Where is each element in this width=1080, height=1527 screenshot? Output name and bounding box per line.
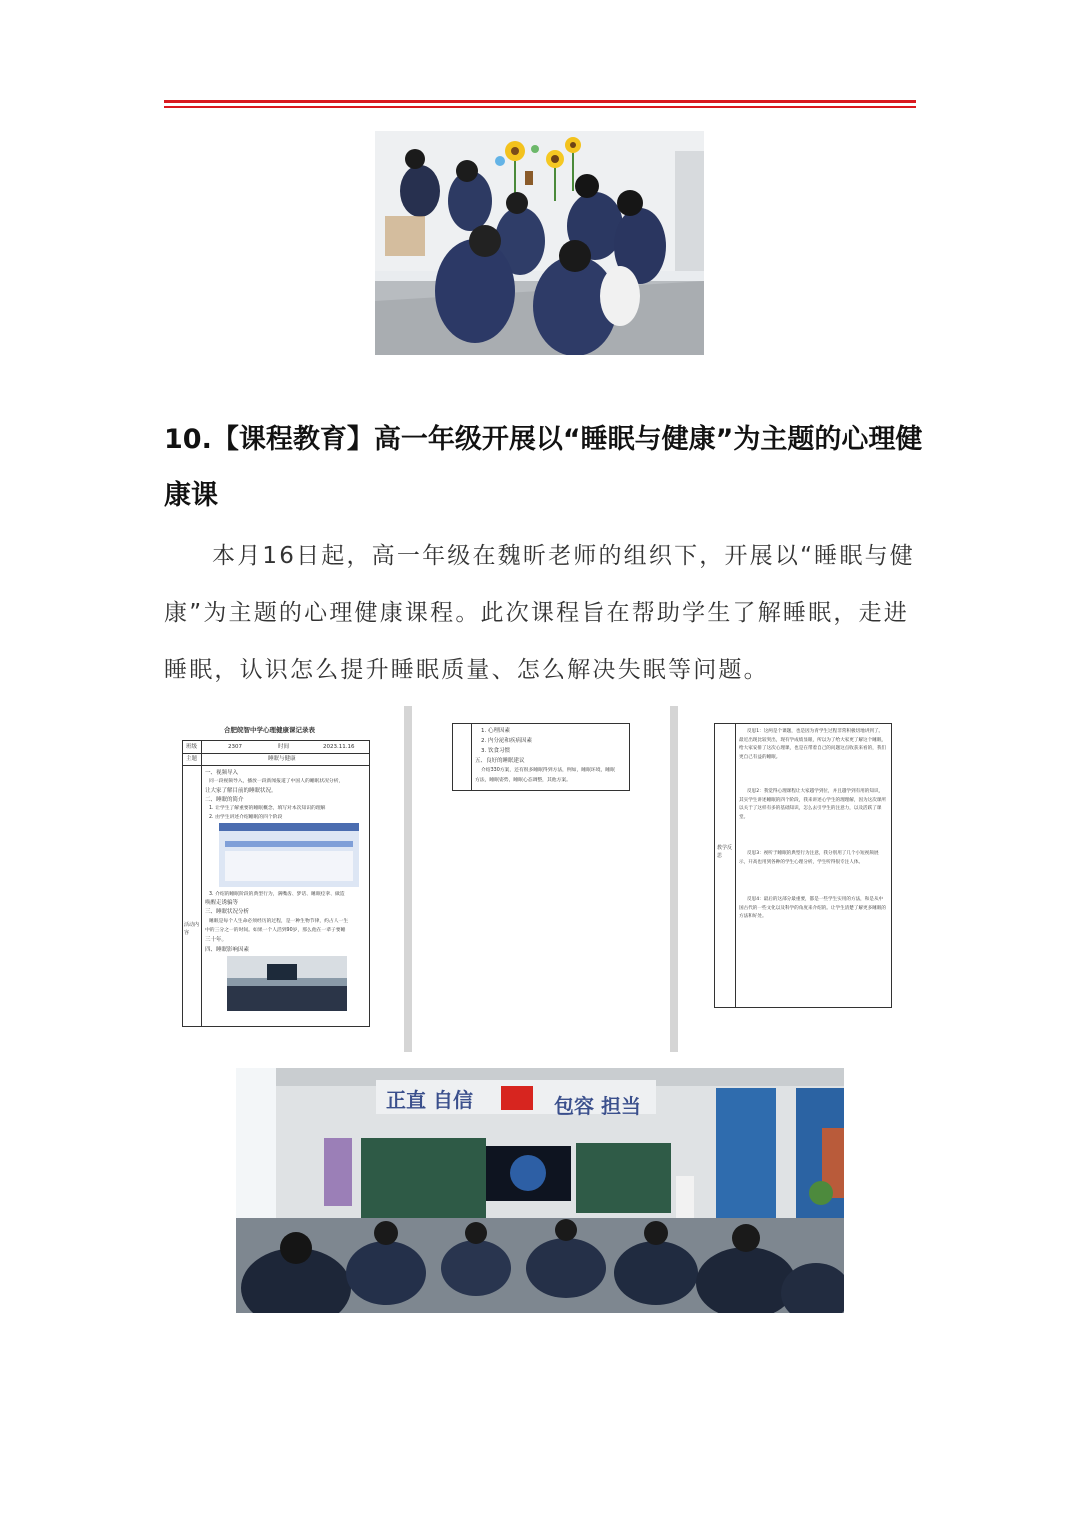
content-line: 同一段视频导入，播放一段新闻报道了中国人的睡眠状况分析，	[209, 779, 344, 784]
content-line: 三、睡眠状况分析	[205, 909, 250, 915]
banner-right-text: 包容 担当	[554, 1094, 641, 1118]
classroom-thumbnail	[227, 956, 347, 1011]
content-line: 睡眠是每个人生命必须经历的过程，是一种生物节律，約占人一生	[209, 919, 349, 924]
page-divider	[670, 706, 678, 1052]
content-line: 五、良好的睡眠建议	[475, 758, 525, 764]
record-title: 合肥皖智中学心理健康课记录表	[224, 726, 315, 734]
heading-number: 10.	[164, 424, 212, 455]
content-line: 一、视频导入	[205, 770, 239, 776]
content-line: 中的三分之一的时间。如果一个人活到90岁，那么他在一辈子要睡	[205, 928, 346, 933]
reflection-side-label: 教学反思	[717, 845, 733, 859]
group-discussion-photo	[375, 131, 704, 355]
content-line: 介绍330方案，还有很多睡眠得到方法，例如，睡眠环境，睡眠	[481, 768, 615, 773]
content-line: 2. 内分泌和疾病因素	[481, 738, 532, 744]
content-line: 方法，睡眠姿势，睡眠心态调整，其他方案。	[475, 778, 571, 783]
content-line: 四、睡眠影响因素	[205, 947, 250, 953]
reflection-1: 反思1：这两是个课题，也是因为青学生过程非常积极切地讲到了。最近出现比较突出，现有学成绩显眼，所以为了给大家更了解这个睡眠，给大家安排了这次心理课，也是在带着自己的问题这点收获来看的，我们更自己有益的睡眠。	[739, 729, 887, 760]
record-table	[182, 740, 370, 1027]
classroom-photo	[236, 1068, 844, 1313]
content-line: 三十年。	[205, 937, 228, 943]
theme-value: 睡眠与健康	[268, 756, 296, 762]
time-label: 时间	[278, 744, 290, 750]
content-line: 二、睡眠的简介	[205, 797, 244, 803]
content-line: 2. 由学生讲述介绍睡眠的四个阶段	[209, 815, 283, 820]
header-rule-bottom	[164, 106, 916, 108]
record-table-continued	[452, 723, 630, 791]
page-divider	[404, 706, 412, 1052]
reflection-table	[714, 723, 892, 1008]
heading-title: 高一年级开展以“睡眠与健康”为主题的心理健康课	[164, 424, 923, 511]
time-value: 2023.11.16	[323, 744, 355, 750]
content-line: 1. 让学生了解重要的睡眠概念，填写对本次知识的理解	[209, 806, 326, 811]
content-line: 3. 饮食习惯	[481, 748, 510, 754]
record-page-1	[172, 706, 404, 1052]
reflection-4: 反思4：最后的这部分最重要，都是一些学生实用的方法，和是从中国古代的一些文化以及科学的角度来介绍的。让学生清楚了解更多睡眠的方法和好处。	[739, 897, 887, 919]
class-label: 班级	[186, 744, 198, 750]
reflection-2: 反思2：我觉得心理课程让大家越学到位，并且越学到有用的知识，其实学生讲述睡眠的四个阶段，我来讲述心学生的理理解，因为这次课所以关于了这样有多的基础知识，怎么去引学生的注意力，以及活跃了课堂。	[739, 789, 887, 820]
theme-label: 主题	[186, 756, 198, 762]
body-paragraph: 本月16日起，高一年级在魏昕老师的组织下，开展以“睡眠与健康”为主题的心理健康课程。此次课程旨在帮助学生了解睡眠，走进睡眠，认识怎么提升睡眠质量、怎么解决失眠等问题。	[164, 543, 915, 683]
content-line: 唤醒走诱骗等	[205, 900, 239, 906]
reflection-3: 反思3：视听于睡眠的典型行为注意，我分别用了几个小短视频展示，开高也用到各种的学生心理分析，学生听得很专注人体。	[739, 851, 879, 865]
content-line: 1. 心理因素	[481, 728, 510, 734]
slide-thumbnail	[219, 823, 359, 887]
record-page-2	[412, 706, 670, 1052]
record-page-3	[678, 706, 908, 1052]
header-rule-top	[164, 100, 916, 103]
content-side-label: 活动内容	[184, 922, 200, 936]
banner-left-text: 正直 自信	[386, 1088, 473, 1112]
content-line: 让大家了解目前的睡眠状况。	[205, 788, 277, 794]
content-line: 3. 介绍的睡眠阶段的典型行为，满嘴齿、梦话、睡眠痉挛、做造	[209, 892, 345, 897]
class-value: 2307	[228, 744, 242, 750]
section-heading	[164, 412, 924, 524]
heading-tag: 【课程教育】	[211, 424, 374, 455]
